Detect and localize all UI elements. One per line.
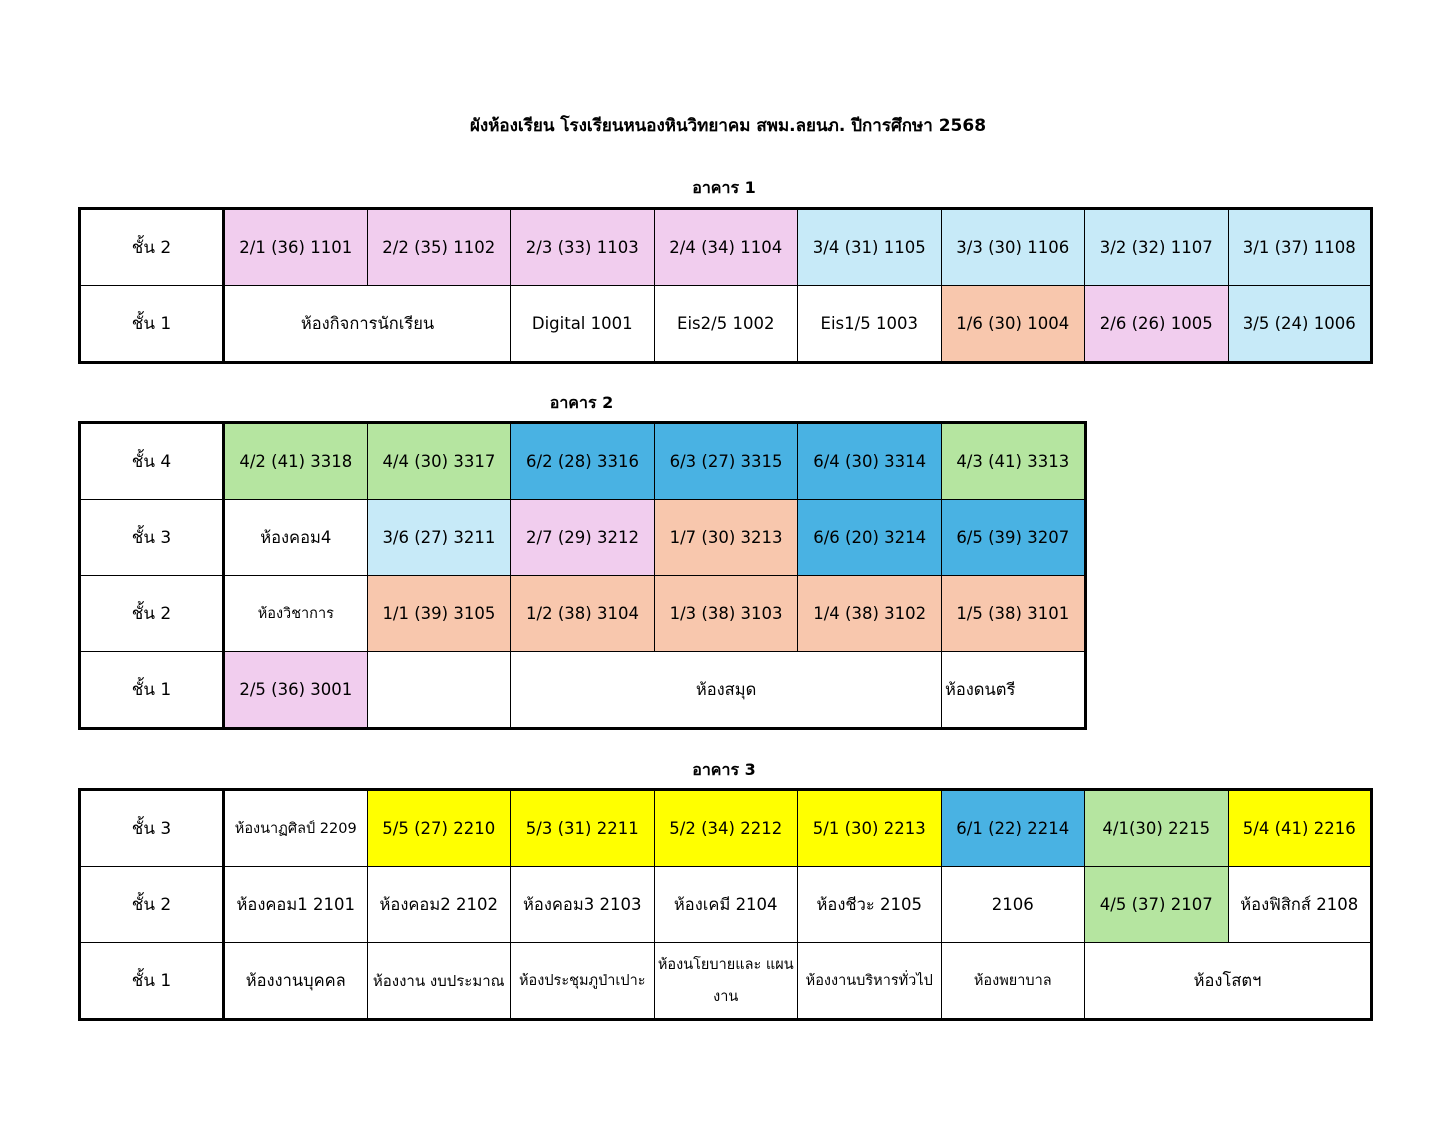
- building2-label: อาคาร 2: [549, 393, 614, 412]
- room-cell[interactable]: 3/5 (24) 1006: [1228, 286, 1372, 363]
- room-cell[interactable]: ห้องประชุมภูป่าเปาะ: [511, 943, 655, 1020]
- room-cell[interactable]: 6/3 (27) 3315: [654, 423, 798, 500]
- room-cell[interactable]: 6/2 (28) 3316: [511, 423, 655, 500]
- room-cell[interactable]: 2/4 (34) 1104: [654, 209, 798, 286]
- building3-label: อาคาร 3: [692, 760, 756, 779]
- room-cell[interactable]: 2/6 (26) 1005: [1085, 286, 1229, 363]
- room-cell[interactable]: 1/1 (39) 3105: [367, 576, 511, 652]
- room-cell[interactable]: ห้องโสตฯ: [1085, 943, 1372, 1020]
- room-cell[interactable]: ห้องนโยบายและ แผนงาน: [654, 943, 798, 1020]
- building2-floor2-row: [80, 576, 1086, 652]
- room-cell[interactable]: 3/2 (32) 1107: [1085, 209, 1229, 286]
- room-cell[interactable]: ห้องคอม1 2101: [224, 867, 368, 943]
- floor-label: ชั้น 2: [80, 209, 224, 286]
- room-cell[interactable]: ห้องเคมี 2104: [654, 867, 798, 943]
- building3-floor1-row: [80, 943, 1372, 1020]
- building1-floor1-row: [80, 286, 1372, 363]
- room-cell[interactable]: 4/2 (41) 3318: [224, 423, 368, 500]
- room-cell[interactable]: 2106: [941, 867, 1085, 943]
- floor-label: ชั้น 1: [80, 943, 224, 1020]
- room-cell[interactable]: 1/4 (38) 3102: [798, 576, 942, 652]
- room-cell[interactable]: Eis1/5 1003: [798, 286, 942, 363]
- building1-label: อาคาร 1: [692, 178, 756, 197]
- room-cell[interactable]: 1/7 (30) 3213: [654, 500, 798, 576]
- room-cell[interactable]: 5/2 (34) 2212: [654, 790, 798, 867]
- building3-table: [78, 788, 1373, 1021]
- room-cell[interactable]: 6/4 (30) 3314: [798, 423, 942, 500]
- room-cell[interactable]: 5/5 (27) 2210: [367, 790, 511, 867]
- floor-label: ชั้น 3: [80, 790, 224, 867]
- room-cell[interactable]: ห้องสมุด: [511, 652, 942, 729]
- room-cell[interactable]: ห้องฟิสิกส์ 2108: [1228, 867, 1372, 943]
- room-cell[interactable]: ห้องงานบุคคล: [224, 943, 368, 1020]
- building2-floor1-row: [80, 652, 1086, 729]
- room-cell[interactable]: 2/3 (33) 1103: [511, 209, 655, 286]
- building3-floor2-row: [80, 867, 1372, 943]
- room-cell[interactable]: 4/3 (41) 3313: [941, 423, 1085, 500]
- room-cell[interactable]: Digital 1001: [511, 286, 655, 363]
- room-cell[interactable]: 4/1(30) 2215: [1085, 790, 1229, 867]
- room-cell[interactable]: 2/7 (29) 3212: [511, 500, 655, 576]
- room-cell[interactable]: 6/1 (22) 2214: [941, 790, 1085, 867]
- room-cell[interactable]: 2/5 (36) 3001: [224, 652, 368, 729]
- room-cell[interactable]: ห้องคอม4: [224, 500, 368, 576]
- room-cell[interactable]: 4/5 (37) 2107: [1085, 867, 1229, 943]
- room-cell[interactable]: 1/3 (38) 3103: [654, 576, 798, 652]
- building3-floor3-row: [80, 790, 1372, 867]
- room-cell[interactable]: Eis2/5 1002: [654, 286, 798, 363]
- floor-label: ชั้น 1: [80, 286, 224, 363]
- floor-label: ชั้น 1: [80, 652, 224, 729]
- room-cell[interactable]: ห้องคอม3 2103: [511, 867, 655, 943]
- room-cell[interactable]: 4/4 (30) 3317: [367, 423, 511, 500]
- room-cell[interactable]: ห้องงานบริหารทั่วไป: [798, 943, 942, 1020]
- room-cell[interactable]: 5/3 (31) 2211: [511, 790, 655, 867]
- room-cell[interactable]: ห้องงาน งบประมาณ: [367, 943, 511, 1020]
- room-cell[interactable]: 5/1 (30) 2213: [798, 790, 942, 867]
- room-cell[interactable]: 1/2 (38) 3104: [511, 576, 655, 652]
- room-cell[interactable]: ห้องวิชาการ: [224, 576, 368, 652]
- building2-floor4-row: [80, 423, 1086, 500]
- floor-label: ชั้น 2: [80, 576, 224, 652]
- room-cell[interactable]: 3/1 (37) 1108: [1228, 209, 1372, 286]
- building2-table: [78, 421, 1087, 730]
- room-cell[interactable]: ห้องดนตรี: [941, 652, 1085, 729]
- room-cell[interactable]: 1/5 (38) 3101: [941, 576, 1085, 652]
- room-cell[interactable]: ห้องนาฏศิลป์ 2209: [224, 790, 368, 867]
- room-cell[interactable]: 3/4 (31) 1105: [798, 209, 942, 286]
- room-cell[interactable]: 2/1 (36) 1101: [224, 209, 368, 286]
- building1-table: [78, 207, 1373, 364]
- building2-floor3-row: [80, 500, 1086, 576]
- building1-floor2-row: [80, 209, 1372, 286]
- room-cell[interactable]: ห้องคอม2 2102: [367, 867, 511, 943]
- room-cell[interactable]: 6/6 (20) 3214: [798, 500, 942, 576]
- page-title: ผังห้องเรียน โรงเรียนหนองหินวิทยาคม สพม.ลยนภ. ปีการศึกษา 2568: [469, 116, 987, 136]
- room-cell[interactable]: 6/5 (39) 3207: [941, 500, 1085, 576]
- room-cell[interactable]: 2/2 (35) 1102: [367, 209, 511, 286]
- room-cell[interactable]: 1/6 (30) 1004: [941, 286, 1085, 363]
- room-cell[interactable]: ห้องชีวะ 2105: [798, 867, 942, 943]
- empty-cell: [367, 652, 511, 729]
- floor-label: ชั้น 4: [80, 423, 224, 500]
- room-cell[interactable]: ห้องพยาบาล: [941, 943, 1085, 1020]
- room-cell[interactable]: 3/3 (30) 1106: [941, 209, 1085, 286]
- room-cell[interactable]: 5/4 (41) 2216: [1228, 790, 1372, 867]
- floor-label: ชั้น 2: [80, 867, 224, 943]
- room-cell[interactable]: ห้องกิจการนักเรียน: [224, 286, 511, 363]
- room-cell[interactable]: 3/6 (27) 3211: [367, 500, 511, 576]
- floor-label: ชั้น 3: [80, 500, 224, 576]
